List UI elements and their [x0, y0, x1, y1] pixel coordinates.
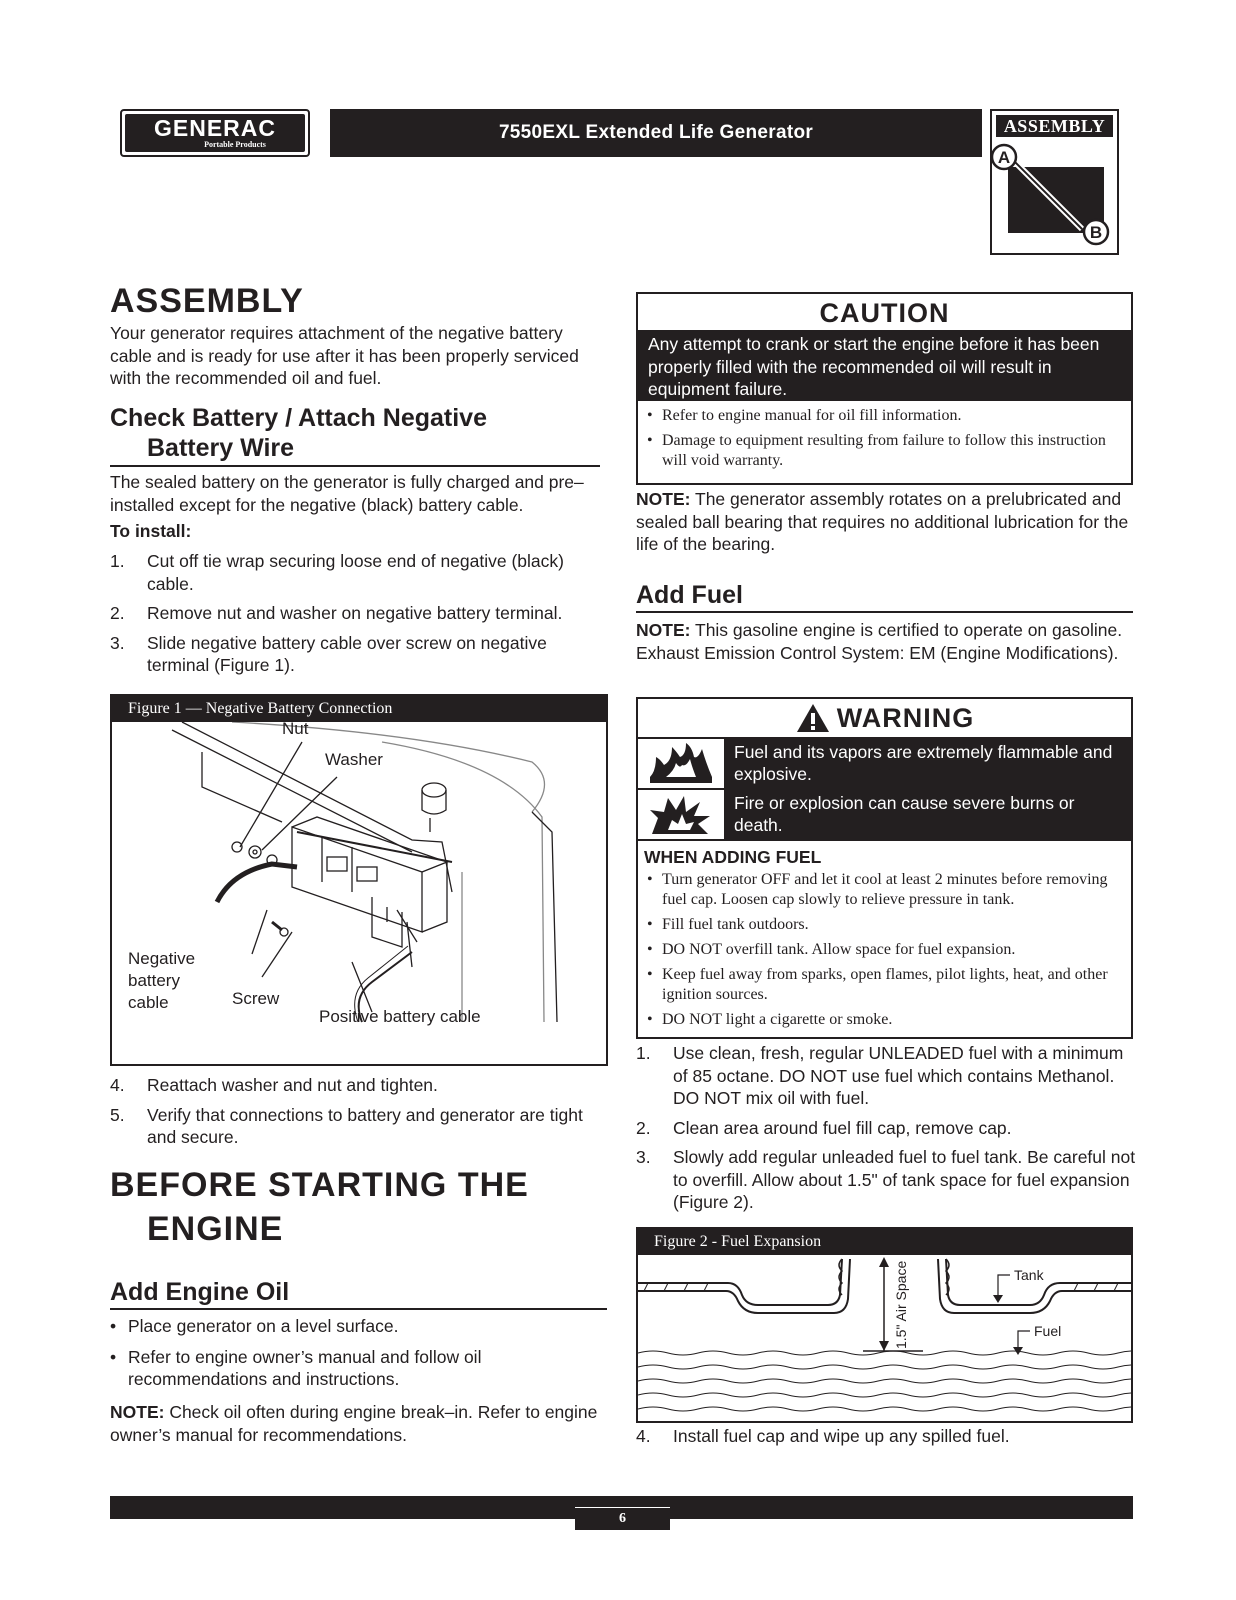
header-title: 7550EXL Extended Life Generator [498, 122, 814, 143]
oil-note [110, 1401, 610, 1446]
caution-bullets [638, 401, 1131, 471]
list-item: • Turn generator OFF and let it cool at least 2 minutes before removing fuel cap. Loosen cap slowly to relieve pressure in tank. [638, 870, 1127, 910]
note-text: The generator assembly rotates on a prelubricated and sealed ball bearing that requires no additional lubrication for the life of the bearing. [636, 489, 1129, 554]
section-tab-title: ASSEMBLY [996, 115, 1113, 137]
fuel-steps [636, 1042, 1136, 1221]
before-starting-heading-line1: BEFORE STARTING THE [110, 1166, 529, 1204]
flame-icon [638, 739, 726, 788]
warning-triangle-icon [795, 702, 831, 734]
check-battery-heading-line2: Battery Wire [147, 434, 295, 462]
list-item: • Fill fuel tank outdoors. [638, 915, 1127, 935]
warning-title-text: WARNING [836, 702, 975, 733]
header-title-bar [330, 109, 982, 157]
note-label: NOTE: [636, 489, 691, 509]
oil-bullets [110, 1315, 610, 1399]
note-text: This gasoline engine is certified to operate on gasoline. Exhaust Emission Control System: EM (Engine Modifications). [636, 620, 1123, 663]
before-starting-heading-line2: ENGINE [147, 1210, 284, 1248]
reattach-steps [110, 1074, 610, 1156]
hazard-row-fire [638, 737, 1131, 788]
list-item: 4. Reattach washer and nut and tighten. [110, 1075, 438, 1095]
note-text: Check oil often during engine break–in. Refer to engine owner’s manual for recommendations. [110, 1402, 598, 1445]
list-item: • DO NOT light a cigarette or smoke. [638, 1010, 1127, 1030]
rotation-note [636, 488, 1136, 556]
label-fuel: Fuel [1034, 1323, 1062, 1339]
add-fuel-heading: Add Fuel [636, 580, 1133, 613]
list-item: • DO NOT overfill tank. Allow space for fuel expansion. [638, 940, 1127, 960]
note-label: NOTE: [110, 1402, 165, 1422]
caution-message: Any attempt to crank or start the engine before it has been properly filled with the recommended oil will result in equipment failure. [638, 330, 1131, 401]
list-item: 1. Cut off tie wrap securing loose end of negative (black) cable. [110, 551, 564, 594]
install-steps [110, 550, 610, 684]
list-item: 2. Remove nut and washer on negative battery terminal. [110, 603, 563, 623]
explosion-icon [638, 790, 726, 839]
hazard-row-explosion [638, 788, 1131, 839]
check-battery-heading-line1: Check Battery / Attach Negative [110, 404, 487, 432]
list-item: • Keep fuel away from sparks, open flames, pilot lights, heat, and other ignition sources. [638, 965, 1127, 1005]
check-battery-heading [110, 403, 600, 467]
label-air-space: 1.5" Air Space [893, 1260, 909, 1349]
hazard-text-fire: Fuel and its vapors are extremely flammable and explosive. [726, 739, 1131, 788]
list-item: 1. Use clean, fresh, regular UNLEADED fuel with a minimum of 85 octane. DO NOT use fuel which contains Methanol. DO NOT mix oil with fuel. [636, 1043, 1124, 1108]
note-label: NOTE: [636, 620, 691, 640]
figure-1 [110, 694, 608, 1066]
logo-word: GENERAC [153, 115, 276, 141]
generac-logo [120, 109, 310, 157]
figure-2-caption: Figure 2 - Fuel Expansion [638, 1229, 1131, 1255]
label-screw: Screw [232, 989, 280, 1008]
tab-point-a: A [997, 148, 1011, 167]
add-engine-oil-heading: Add Engine Oil [110, 1277, 607, 1310]
label-negative-line1: Negative [128, 949, 196, 968]
label-negative-line2: battery [128, 971, 180, 990]
before-starting-heading [110, 1163, 610, 1251]
step-number: 4. [636, 1426, 651, 1446]
fuel-note [636, 619, 1136, 664]
hazard-text-explosion: Fire or explosion can cause severe burns or death. [726, 790, 1131, 839]
logo-subtitle: Portable Products [204, 140, 266, 149]
list-item: • Damage to equipment resulting from failure to follow this instruction will void warranty. [638, 431, 1123, 471]
warning-title [638, 699, 1131, 737]
caution-title: CAUTION [819, 298, 950, 328]
page-number: 6 [575, 1507, 670, 1530]
list-item: • Refer to engine owner’s manual and follow oil recommendations and instructions. [110, 1346, 610, 1391]
figure-2 [636, 1227, 1133, 1423]
caution-box [636, 292, 1133, 485]
warning-bullets [638, 870, 1131, 1030]
label-washer: Washer [325, 750, 383, 769]
to-install-label: To install: [110, 521, 192, 541]
fuel-step-4 [636, 1425, 1173, 1448]
assembly-intro: Your generator requires attachment of the negative battery cable and is ready for use after it has been properly serviced with the recommended oil and fuel. [110, 323, 579, 388]
list-item: • Refer to engine manual for oil fill information. [638, 406, 1123, 426]
label-nut: Nut [282, 719, 309, 738]
list-item: 3. Slide negative battery cable over screw on negative terminal (Figure 1). [110, 632, 547, 675]
figure-1-caption: Figure 1 — Negative Battery Connection [112, 696, 606, 722]
step-text: Install fuel cap and wipe up any spilled fuel. [673, 1426, 1010, 1446]
assembly-heading: ASSEMBLY [110, 282, 304, 320]
label-positive-cable: Positive battery cable [319, 1007, 481, 1026]
list-item: 5. Verify that connections to battery and generator are tight and secure. [110, 1104, 583, 1147]
warning-box [636, 697, 1133, 1039]
tab-point-b: B [1089, 223, 1103, 242]
battery-text: The sealed battery on the generator is fully charged and pre–installed except for the negative (black) battery cable. [110, 472, 584, 515]
warning-subtitle: WHEN ADDING FUEL [638, 839, 1131, 870]
section-tab [990, 109, 1119, 255]
fuel-expansion-illustration [638, 1255, 1131, 1421]
list-item: 2. Clean area around fuel fill cap, remove cap. [636, 1117, 1012, 1138]
label-negative-line3: cable [128, 993, 169, 1012]
list-item: 3. Slowly add regular unleaded fuel to fuel tank. Be careful not to overfill. Allow about 1.5" of tank space for fuel expansion (Figure 2). [636, 1147, 1136, 1212]
label-tank: Tank [1014, 1267, 1044, 1283]
list-item: • Place generator on a level surface. [110, 1315, 610, 1338]
